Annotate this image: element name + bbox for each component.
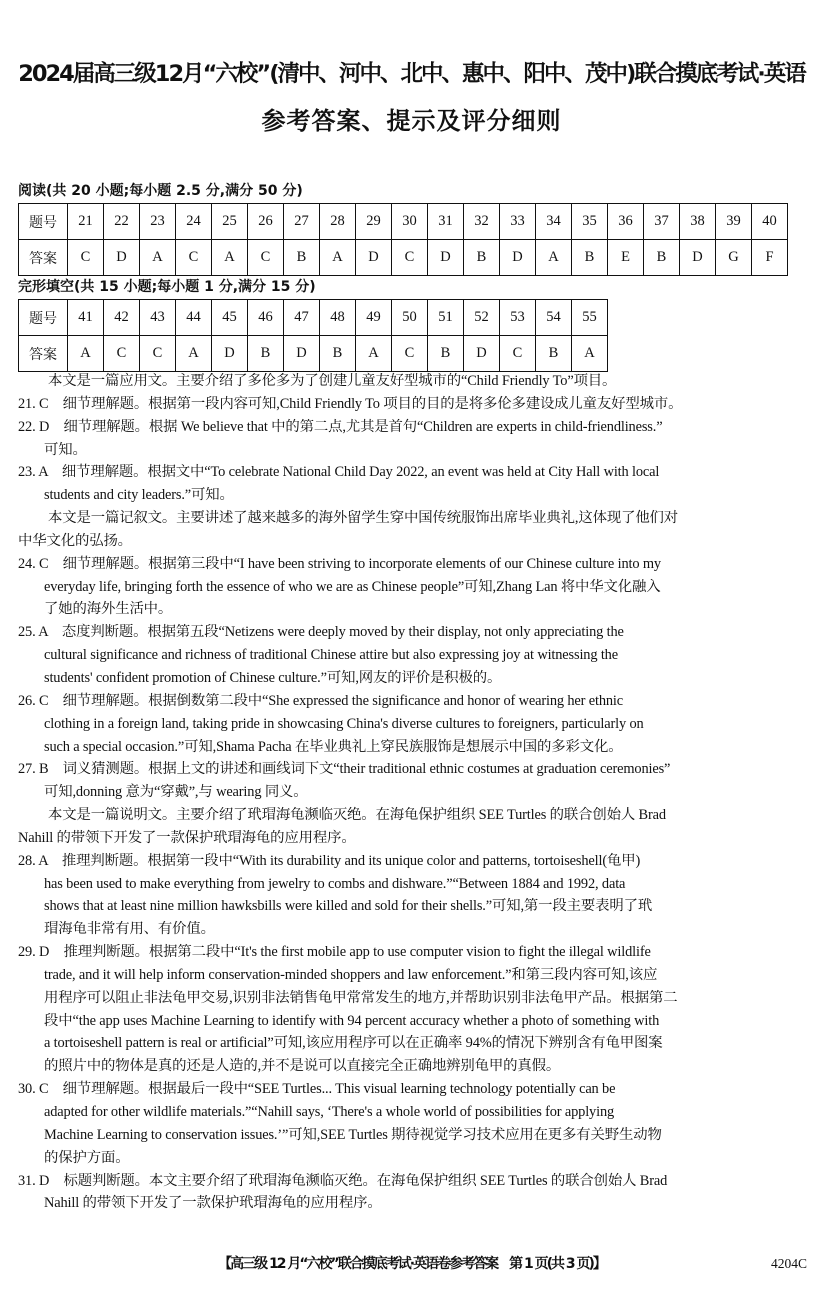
question-number-cell: 26 bbox=[248, 204, 284, 240]
question-number-cell: 35 bbox=[572, 204, 608, 240]
answer-cell: B bbox=[536, 336, 572, 372]
question-number-cell: 55 bbox=[572, 300, 608, 336]
explanation-body bbox=[18, 370, 808, 1215]
answer-cell: D bbox=[428, 240, 464, 276]
answer-cell: D bbox=[284, 336, 320, 372]
answer-explanation: 28. A 推理判断题。根据第一段中“With its durability and its unique color and patterns, tortoiseshell(龟甲) bbox=[18, 852, 641, 869]
question-number-cell: 51 bbox=[428, 300, 464, 336]
answer-explanation: 21. C 细节理解题。根据第一段内容可知,Child Friendly To 项目的目的是将多伦多建设成儿童友好型城市。 bbox=[18, 395, 683, 412]
answer-cell: B bbox=[284, 240, 320, 276]
passage-intro: 本文是一篇说明文。主要介绍了玳瑁海龟濒临灭绝。在海龟保护组织 SEE Turtles 的联合创始人 Brad bbox=[48, 807, 666, 824]
question-number-cell: 52 bbox=[464, 300, 500, 336]
answer-explanation: 22. D 细节理解题。根据 We believe that 中的第二点,尤其是首句“Children are experts in child-friendliness.” bbox=[18, 418, 663, 435]
cloze-answer-row bbox=[19, 336, 608, 372]
question-number-cell: 48 bbox=[320, 300, 356, 336]
passage-intro: 本文是一篇记叙文。主要讲述了越来越多的海外留学生穿中国传统服饰出席毕业典礼,这体现了他们对 bbox=[48, 510, 679, 527]
answer-cell: A bbox=[68, 336, 104, 372]
passage-intro-cont: 中华文化的弘扬。 bbox=[18, 532, 132, 549]
answer-explanation: 24. C 细节理解题。根据第三段中“I have been striving to incorporate elements of our Chinese culture into my bbox=[18, 555, 661, 572]
answer-cell: D bbox=[680, 240, 716, 276]
answer-explanation-cont: a tortoiseshell pattern is real or artificial”可知,该应用程序可以在正确率 94%的情况下辨别含有龟甲图案 bbox=[44, 1035, 663, 1052]
answer-cell: B bbox=[320, 336, 356, 372]
question-number-cell: 54 bbox=[536, 300, 572, 336]
reading-answer-table bbox=[18, 203, 788, 276]
question-number-cell: 38 bbox=[680, 204, 716, 240]
answer-cell: D bbox=[464, 336, 500, 372]
answer-cell: C bbox=[500, 336, 536, 372]
answer-explanation: 23. A 细节理解题。根据文中“To celebrate National Child Day 2022, an event was held at City Hall with local bbox=[18, 464, 660, 481]
answer-explanation: 29. D 推理判断题。根据第二段中“It's the first mobile app to use computer vision to fight the illegal wildlife bbox=[18, 944, 651, 961]
question-number-cell: 45 bbox=[212, 300, 248, 336]
cloze-answer-table bbox=[18, 299, 608, 372]
answer-explanation-cont: trade, and it will help inform conservation-minded shoppers and law enforcement.”和第三段内容可知,该应 bbox=[44, 966, 658, 983]
answer-explanation: 30. C 细节理解题。根据最后一段中“SEE Turtles... This visual learning technology potentially can be bbox=[18, 1081, 616, 1098]
document-code: 4204C bbox=[770, 1256, 807, 1271]
reading-answer-row bbox=[19, 240, 788, 276]
question-number-cell: 36 bbox=[608, 204, 644, 240]
answer-cell: B bbox=[428, 336, 464, 372]
question-number-cell: 46 bbox=[248, 300, 284, 336]
answer-cell: G bbox=[716, 240, 752, 276]
answer-cell: D bbox=[104, 240, 140, 276]
question-number-cell: 37 bbox=[644, 204, 680, 240]
question-number-cell: 39 bbox=[716, 204, 752, 240]
question-number-cell: 27 bbox=[284, 204, 320, 240]
answer-cell: D bbox=[356, 240, 392, 276]
answer-cell: A bbox=[140, 240, 176, 276]
question-number-cell: 40 bbox=[752, 204, 788, 240]
reading-number-row bbox=[19, 204, 788, 240]
answer-cell: C bbox=[176, 240, 212, 276]
reading-section-heading: 阅读(共 20 小题;每小题 2.5 分,满分 50 分) bbox=[18, 183, 303, 199]
question-number-cell: 28 bbox=[320, 204, 356, 240]
answer-cell: B bbox=[644, 240, 680, 276]
question-number-cell: 25 bbox=[212, 204, 248, 240]
question-number-cell: 44 bbox=[176, 300, 212, 336]
answer-cell: A bbox=[536, 240, 572, 276]
answer-cell: A bbox=[212, 240, 248, 276]
answer-explanation-cont: has been used to make everything from jewelry to combs and dishware.”“Between 1884 and 1992, data bbox=[44, 875, 626, 892]
answer-cell: C bbox=[392, 336, 428, 372]
answer-cell: D bbox=[212, 336, 248, 372]
answer-explanation-cont: 的保护方面。 bbox=[44, 1149, 130, 1166]
answer-explanation-cont: shows that at least nine million hawksbills were killed and sold for their shells.”可知,第一段主要表明了玳 bbox=[44, 898, 653, 915]
row-label: 答案 bbox=[19, 240, 68, 276]
answer-cell: B bbox=[248, 336, 284, 372]
page-title: 2024届高三级12月“六校”(清中、河中、北中、惠中、阳中、茂中)联合摸底考试·英语 bbox=[18, 61, 805, 87]
answer-explanation: 26. C 细节理解题。根据倒数第二段中“She expressed the significance and honor of wearing her ethnic bbox=[18, 692, 624, 709]
answer-explanation-cont: 可知,donning 意为“穿戴”,与 wearing 同义。 bbox=[44, 784, 308, 801]
answer-cell: A bbox=[320, 240, 356, 276]
question-number-cell: 22 bbox=[104, 204, 140, 240]
page-subtitle: 参考答案、提示及评分细则 bbox=[261, 107, 562, 135]
question-number-cell: 34 bbox=[536, 204, 572, 240]
answer-cell: A bbox=[572, 336, 608, 372]
answer-cell: F bbox=[752, 240, 788, 276]
question-number-cell: 47 bbox=[284, 300, 320, 336]
question-number-cell: 31 bbox=[428, 204, 464, 240]
answer-explanation-cont: adapted for other wildlife materials.”“Nahill says, ‘There's a whole world of possibilities for applying bbox=[44, 1104, 615, 1120]
answer-explanation-cont: students and city leaders.”可知。 bbox=[44, 487, 234, 504]
cloze-number-row bbox=[19, 300, 608, 336]
answer-cell: C bbox=[68, 240, 104, 276]
answer-cell: A bbox=[356, 336, 392, 372]
question-number-cell: 42 bbox=[104, 300, 140, 336]
question-number-cell: 43 bbox=[140, 300, 176, 336]
answer-cell: C bbox=[248, 240, 284, 276]
answer-cell: B bbox=[464, 240, 500, 276]
answer-explanation-cont: 瑁海龟非常有用、有价值。 bbox=[44, 921, 215, 938]
answer-explanation-cont: 段中“the app uses Machine Learning to identify with 94 percent accuracy whether a photo of something with bbox=[44, 1012, 660, 1029]
answer-cell: C bbox=[392, 240, 428, 276]
question-number-cell: 50 bbox=[392, 300, 428, 336]
answer-explanation: 31. D 标题判断题。本文主要介绍了玳瑁海龟濒临灭绝。在海龟保护组织 SEE Turtles 的联合创始人 Brad bbox=[18, 1172, 668, 1189]
answer-explanation: 27. B 词义猜测题。根据上文的讲述和画线词下文“their traditional ethnic costumes at graduation ceremonies” bbox=[18, 761, 671, 778]
question-number-cell: 33 bbox=[500, 204, 536, 240]
answer-explanation-cont: 的照片中的物体是真的还是人造的,并不是说可以直接完全正确地辨别龟甲的真假。 bbox=[44, 1058, 561, 1075]
passage-intro: 本文是一篇应用文。主要介绍了多伦多为了创建儿童友好型城市的“Child Friendly To”项目。 bbox=[48, 373, 617, 389]
row-label: 题号 bbox=[19, 204, 68, 240]
answer-explanation-cont: cultural significance and richness of traditional Chinese attire but also expressing joy at witnessing the bbox=[44, 647, 618, 664]
answer-explanation: 25. A 态度判断题。根据第五段“Netizens were deeply moved by their display, not only appreciating the bbox=[18, 624, 624, 641]
row-label: 题号 bbox=[19, 300, 68, 336]
answer-explanation-cont: Machine Learning to conservation issues.’”可知,SEE Turtles 期待视觉学习技术应用在更多有关野生动物 bbox=[44, 1126, 662, 1143]
passage-intro-cont: Nahill 的带领下开发了一款保护玳瑁海龟的应用程序。 bbox=[18, 829, 356, 846]
question-number-cell: 49 bbox=[356, 300, 392, 336]
answer-explanation-cont: 用程序可以阻止非法龟甲交易,识别非法销售龟甲常常发生的地方,并帮助识别非法龟甲产品。根据第二 bbox=[44, 989, 678, 1006]
cloze-section-heading: 完形填空(共 15 小题;每小题 1 分,满分 15 分) bbox=[18, 279, 316, 295]
answer-cell: B bbox=[572, 240, 608, 276]
page-footer: 【高三级 12 月“六校”联合摸底考试·英语卷参考答案 第 1 页(共 3 页)】 bbox=[218, 1256, 605, 1272]
answer-cell: E bbox=[608, 240, 644, 276]
question-number-cell: 41 bbox=[68, 300, 104, 336]
question-number-cell: 24 bbox=[176, 204, 212, 240]
row-label: 答案 bbox=[19, 336, 68, 372]
question-number-cell: 32 bbox=[464, 204, 500, 240]
answer-cell: A bbox=[176, 336, 212, 372]
answer-explanation-cont: clothing in a foreign land, taking pride in showcasing China's diverse cultures to foreigners, particularly on bbox=[44, 715, 644, 732]
answer-explanation-cont: students' confident promotion of Chinese culture.”可知,网友的评价是积极的。 bbox=[44, 669, 502, 686]
answer-explanation-cont: 了她的海外生活中。 bbox=[44, 601, 173, 618]
question-number-cell: 21 bbox=[68, 204, 104, 240]
question-number-cell: 23 bbox=[140, 204, 176, 240]
answer-explanation-cont: everyday life, bringing forth the essence of who we are as Chinese people”可知,Zhang Lan 将中华文化融入 bbox=[44, 578, 661, 595]
question-number-cell: 29 bbox=[356, 204, 392, 240]
question-number-cell: 30 bbox=[392, 204, 428, 240]
answer-cell: C bbox=[104, 336, 140, 372]
answer-explanation-cont: such a special occasion.”可知,Shama Pacha 在毕业典礼上穿民族服饰是想展示中国的多彩文化。 bbox=[44, 738, 623, 755]
answer-cell: C bbox=[140, 336, 176, 372]
answer-explanation-cont: Nahill 的带领下开发了一款保护玳瑁海龟的应用程序。 bbox=[44, 1195, 382, 1212]
question-number-cell: 53 bbox=[500, 300, 536, 336]
answer-cell: D bbox=[500, 240, 536, 276]
answer-explanation-cont: 可知。 bbox=[44, 441, 87, 458]
